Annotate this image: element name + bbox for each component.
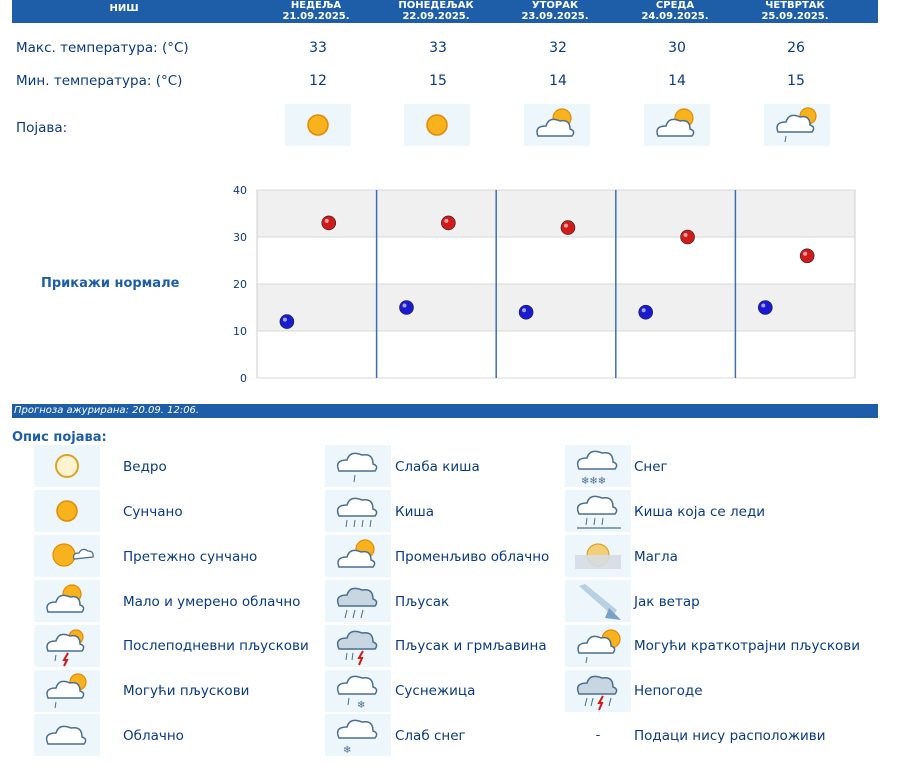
show-normals-link[interactable]: Прикажи нормале (41, 276, 180, 291)
legend-label: Мало и умерено облачно (123, 594, 301, 610)
min-temp-value: 15 (787, 73, 805, 89)
day-header-5: ЧЕТВРТАК 25.09.2025. (761, 0, 829, 22)
legend-label: Суснежица (395, 683, 476, 699)
chart-band (257, 331, 855, 378)
point-highlight (522, 308, 526, 312)
max-temp-value: 33 (429, 40, 447, 56)
svg-text:❄❄❄: ❄❄❄ (581, 476, 607, 487)
legend-label: Могући краткотрајни пљускови (634, 638, 861, 654)
max-temp-label: Макс. температура: (°C) (16, 40, 189, 56)
legend-label: Могући пљускови (123, 683, 250, 699)
max-temp-value: 30 (668, 40, 686, 56)
min-temp-point (758, 301, 772, 315)
legend-label: Магла (634, 549, 678, 565)
svg-text:❄: ❄ (343, 745, 352, 756)
light-rain-icon (325, 445, 391, 487)
y-tick-label: 40 (233, 184, 247, 197)
legend-label: Сунчано (123, 504, 183, 520)
y-tick-label: 10 (233, 325, 247, 338)
sunny-icon (34, 490, 100, 532)
chart-band (257, 190, 855, 237)
legend-label: Облачно (123, 728, 184, 744)
max-temp-value: 26 (787, 40, 805, 56)
legend-label: Ведро (123, 459, 167, 475)
sleet-icon (325, 670, 391, 712)
afternoon-showers-icon (34, 625, 100, 667)
legend-label: Непогоде (634, 683, 703, 699)
chart-svg (225, 183, 865, 388)
strong-wind-icon (565, 580, 631, 622)
min-temp-label: Мин. температура: (°C) (16, 73, 183, 89)
phenomenon-label: Појава: (16, 120, 68, 136)
partly-cloudy-icon (524, 104, 590, 146)
partly-cloudy-icon (644, 104, 710, 146)
city-name: НИШ (109, 3, 139, 14)
freezing-rain-icon (565, 490, 631, 532)
point-highlight (444, 219, 448, 223)
forecast-updated-bar: Прогноза ажурирана: 20.09. 12:06. (12, 404, 878, 418)
sunny-icon (285, 104, 351, 146)
partly-cloudy-icon (34, 580, 100, 622)
chart-band (257, 237, 855, 284)
point-highlight (684, 233, 688, 237)
cloudy-icon (34, 714, 100, 756)
day-header-2: ПОНЕДЕЉАК 22.09.2025. (398, 0, 474, 22)
max-temp-point (322, 216, 336, 230)
min-temp-value: 15 (429, 73, 447, 89)
snow-icon (565, 445, 631, 487)
legend-label: Претежно сунчано (123, 549, 258, 565)
legend-label: Снег (634, 459, 668, 475)
min-temp-point (280, 315, 294, 329)
point-highlight (325, 219, 329, 223)
legend-label: Пљусак и грмљавина (395, 638, 547, 654)
legend-label: Киша која се леди (634, 504, 766, 520)
min-temp-value: 12 (309, 73, 327, 89)
thunderstorm-icon (325, 625, 391, 667)
storm-icon (565, 670, 631, 712)
legend-label: Пљусак (395, 594, 450, 610)
legend-label: Променљиво облачно (395, 549, 550, 565)
forecast-header (12, 0, 878, 23)
variable-cloudy-icon (325, 535, 391, 577)
max-temp-point (441, 216, 455, 230)
y-tick-label: 0 (240, 372, 247, 385)
temperature-chart (225, 183, 865, 392)
point-highlight (761, 304, 765, 308)
legend-title: Опис појава: (12, 430, 107, 445)
min-temp-value: 14 (549, 73, 567, 89)
no-data-symbol: - (595, 728, 601, 743)
svg-text:❄: ❄ (357, 700, 366, 711)
mostly-sunny-icon (34, 535, 100, 577)
legend-label: Подаци нису расположиви (634, 728, 826, 744)
sunny-icon (404, 104, 470, 146)
point-highlight (403, 304, 407, 308)
shower-icon (325, 580, 391, 622)
legend-label: Послеподневни пљускови (123, 638, 309, 654)
max-temp-point (561, 221, 575, 235)
max-temp-value: 32 (549, 40, 567, 56)
min-temp-point (400, 301, 414, 315)
possible-showers-icon (34, 670, 100, 712)
light-snow-icon (325, 714, 391, 756)
legend-label: Слаб снег (395, 728, 466, 744)
fog-icon (565, 535, 631, 577)
legend-label: Киша (395, 504, 434, 520)
point-highlight (283, 318, 287, 322)
max-temp-value: 33 (309, 40, 327, 56)
min-temp-value: 14 (668, 73, 686, 89)
point-highlight (564, 224, 568, 228)
rain-icon (325, 490, 391, 532)
day-header-3: УТОРАК 23.09.2025. (521, 0, 589, 22)
day-header-4: СРЕДА 24.09.2025. (641, 0, 709, 22)
day-header-1: НЕДЕЉА 21.09.2025. (282, 0, 350, 22)
brief-showers-icon (565, 625, 631, 667)
legend-label: Јак ветар (634, 594, 700, 610)
min-temp-point (639, 305, 653, 319)
max-temp-point (681, 230, 695, 244)
max-temp-point (800, 249, 814, 263)
y-tick-label: 20 (233, 278, 247, 291)
clear-sun-icon (34, 445, 100, 487)
possible-showers-icon (764, 104, 830, 146)
legend-label: Слаба киша (395, 459, 480, 475)
y-tick-label: 30 (233, 231, 247, 244)
min-temp-point (519, 305, 533, 319)
point-highlight (642, 308, 646, 312)
point-highlight (803, 252, 807, 256)
